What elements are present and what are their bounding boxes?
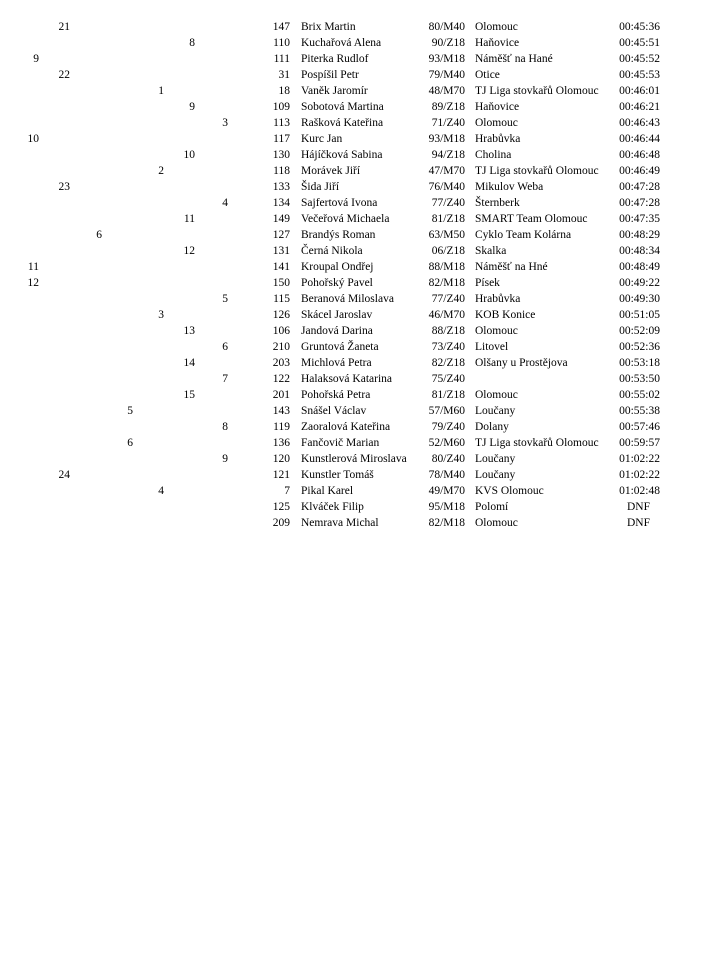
competitor-name: Kunstlerová Miroslava	[301, 453, 407, 465]
competitor-name: Černá Nikola	[301, 245, 363, 257]
finish-time: 00:47:28	[619, 181, 660, 193]
table-row	[0, 419, 720, 435]
finish-time: 00:45:53	[619, 69, 660, 81]
category: 48/M70	[428, 85, 465, 97]
competitor-name: Večeřová Michaela	[301, 213, 390, 225]
category-rank: 8	[189, 37, 195, 49]
competitor-name: Beranová Miloslava	[301, 293, 394, 305]
finish-time: 00:53:18	[619, 357, 660, 369]
finish-time: 00:49:22	[619, 277, 660, 289]
competitor-name: Gruntová Žaneta	[301, 341, 379, 353]
competitor-name: Snášel Václav	[301, 405, 367, 417]
finish-time: 00:45:36	[619, 21, 660, 33]
club: SMART Team Olomouc	[475, 213, 588, 225]
club: Olšany u Prostějova	[475, 357, 568, 369]
club: TJ Liga stovkařů Olomouc	[475, 165, 599, 177]
club: Olomouc	[475, 325, 518, 337]
start-number: 113	[273, 117, 290, 129]
finish-time: 00:52:36	[619, 341, 660, 353]
finish-time: 00:46:48	[619, 149, 660, 161]
category-rank: 15	[183, 389, 195, 401]
start-number: 109	[272, 101, 290, 113]
club: TJ Liga stovkařů Olomouc	[475, 437, 599, 449]
results-table	[0, 19, 720, 531]
finish-time: 01:02:48	[619, 485, 660, 497]
table-row	[0, 355, 720, 371]
category-rank: 21	[58, 21, 70, 33]
finish-time: 00:53:50	[619, 373, 660, 385]
finish-time: 00:46:01	[619, 85, 660, 97]
category: 77/Z40	[431, 197, 465, 209]
category: 82/M18	[428, 517, 465, 529]
competitor-name: Kroupal Ondřej	[301, 261, 374, 273]
category-rank: 10	[27, 133, 39, 145]
club: KVS Olomouc	[475, 485, 544, 497]
category-rank: 11	[183, 213, 195, 225]
category: 93/M18	[428, 133, 465, 145]
finish-time: 00:47:35	[619, 213, 660, 225]
table-row	[0, 403, 720, 419]
start-number: 31	[278, 69, 290, 81]
table-row	[0, 323, 720, 339]
finish-time: 00:55:38	[619, 405, 660, 417]
club: Písek	[475, 277, 500, 289]
category-rank: 5	[127, 405, 133, 417]
start-number: 150	[272, 277, 290, 289]
competitor-name: Zaoralová Kateřina	[301, 421, 391, 433]
category: 73/Z40	[431, 341, 465, 353]
category: 93/M18	[428, 53, 465, 65]
club: Cholina	[475, 149, 512, 161]
competitor-name: Hájíčková Sabina	[301, 149, 383, 161]
club: Náměšť na Hné	[475, 261, 548, 273]
table-row	[0, 227, 720, 243]
category-rank: 9	[189, 101, 195, 113]
category-rank: 14	[183, 357, 195, 369]
table-row	[0, 435, 720, 451]
competitor-name: Fančovič Marian	[301, 437, 380, 449]
table-row	[0, 131, 720, 147]
category: 88/Z18	[431, 325, 465, 337]
finish-time: 00:46:21	[619, 101, 660, 113]
table-row	[0, 83, 720, 99]
start-number: 143	[272, 405, 290, 417]
finish-time: 00:55:02	[619, 389, 660, 401]
table-row	[0, 243, 720, 259]
category: 76/M40	[428, 181, 465, 193]
finish-time: 00:59:57	[619, 437, 660, 449]
category: 75/Z40	[431, 373, 465, 385]
category-rank: 6	[222, 341, 228, 353]
table-row	[0, 51, 720, 67]
competitor-name: Pospíšil Petr	[301, 69, 359, 81]
category-rank: 5	[222, 293, 228, 305]
table-row	[0, 467, 720, 483]
category: 06/Z18	[431, 245, 465, 257]
table-row	[0, 179, 720, 195]
competitor-name: Piterka Rudlof	[301, 53, 369, 65]
competitor-name: Morávek Jiří	[301, 165, 361, 177]
club: Olomouc	[475, 389, 518, 401]
competitor-name: Kurc Jan	[301, 133, 343, 145]
table-row	[0, 147, 720, 163]
table-row	[0, 339, 720, 355]
category: 81/Z18	[431, 213, 465, 225]
category: 82/M18	[428, 277, 465, 289]
category-rank: 4	[222, 197, 228, 209]
category: 79/M40	[428, 69, 465, 81]
club: Šternberk	[475, 197, 520, 209]
category: 52/M60	[428, 437, 465, 449]
start-number: 203	[272, 357, 290, 369]
start-number: 122	[272, 373, 290, 385]
club: Litovel	[475, 341, 509, 353]
category-rank: 10	[183, 149, 195, 161]
category-rank: 3	[222, 117, 228, 129]
category-rank: 22	[58, 69, 70, 81]
table-row	[0, 195, 720, 211]
table-row	[0, 259, 720, 275]
competitor-name: Rašková Kateřina	[301, 117, 384, 129]
category: 57/M60	[428, 405, 465, 417]
competitor-name: Pohořská Petra	[301, 389, 371, 401]
club: Loučany	[475, 405, 516, 417]
competitor-name: Šida Jiří	[301, 181, 340, 193]
category-rank: 7	[222, 373, 228, 385]
table-row	[0, 499, 720, 515]
finish-time: 01:02:22	[619, 453, 660, 465]
category-rank: 23	[58, 181, 70, 193]
competitor-name: Pohořský Pavel	[301, 277, 373, 289]
club: Loučany	[475, 453, 516, 465]
start-number: 119	[273, 421, 290, 433]
category: 80/Z40	[431, 453, 465, 465]
competitor-name: Sajfertová Ivona	[301, 197, 378, 209]
category: 81/Z18	[431, 389, 465, 401]
category: 49/M70	[428, 485, 465, 497]
category-rank: 9	[33, 53, 39, 65]
category-rank: 6	[127, 437, 133, 449]
competitor-name: Skácel Jaroslav	[301, 309, 373, 321]
start-number: 131	[272, 245, 290, 257]
finish-time: 00:46:43	[619, 117, 660, 129]
table-row	[0, 275, 720, 291]
competitor-name: Kuchařová Alena	[301, 37, 382, 49]
table-row	[0, 19, 720, 35]
club: Mikulov Weba	[475, 181, 544, 193]
finish-time: 00:48:49	[619, 261, 660, 273]
competitor-name: Nemrava Michal	[301, 517, 379, 529]
table-row	[0, 99, 720, 115]
table-row	[0, 211, 720, 227]
club: Olomouc	[475, 21, 518, 33]
category: 94/Z18	[431, 149, 465, 161]
competitor-name: Sobotová Martina	[301, 101, 384, 113]
start-number: 115	[273, 293, 290, 305]
club: Olomouc	[475, 117, 518, 129]
club: Dolany	[475, 421, 509, 433]
finish-time: 01:02:22	[619, 469, 660, 481]
table-row	[0, 515, 720, 531]
start-number: 141	[272, 261, 290, 273]
finish-time: 00:52:09	[619, 325, 660, 337]
category: 88/M18	[428, 261, 465, 273]
start-number: 117	[273, 133, 290, 145]
competitor-name: Michlová Petra	[301, 357, 372, 369]
category: 95/M18	[428, 501, 465, 513]
table-row	[0, 387, 720, 403]
category: 82/Z18	[431, 357, 465, 369]
start-number: 121	[272, 469, 290, 481]
start-number: 201	[272, 389, 290, 401]
start-number: 126	[272, 309, 290, 321]
start-number: 118	[273, 165, 290, 177]
club: Olomouc	[475, 517, 518, 529]
competitor-name: Brix Martin	[301, 21, 356, 33]
category-rank: 3	[158, 309, 164, 321]
category: 46/M70	[428, 309, 465, 321]
table-row	[0, 291, 720, 307]
category: 71/Z40	[431, 117, 465, 129]
table-row	[0, 163, 720, 179]
club: Polomí	[475, 501, 509, 513]
start-number: 110	[273, 37, 290, 49]
club: KOB Konice	[475, 309, 536, 321]
club: Haňovice	[475, 37, 520, 49]
category: 77/Z40	[431, 293, 465, 305]
finish-time: 00:51:05	[619, 309, 660, 321]
club: Hrabůvka	[475, 133, 521, 145]
finish-time: 00:49:30	[619, 293, 660, 305]
club: Loučany	[475, 469, 516, 481]
start-number: 106	[272, 325, 290, 337]
club: Skalka	[475, 245, 507, 257]
category: 63/M50	[428, 229, 465, 241]
start-number: 18	[278, 85, 290, 97]
category-rank: 2	[158, 165, 164, 177]
finish-time: 00:48:29	[619, 229, 660, 241]
finish-time: 00:45:51	[619, 37, 660, 49]
table-row	[0, 35, 720, 51]
start-number: 134	[272, 197, 290, 209]
competitor-name: Vaněk Jaromír	[301, 85, 368, 97]
competitor-name: Jandová Darina	[301, 325, 373, 337]
finish-time: 00:45:52	[619, 53, 660, 65]
category-rank: 9	[222, 453, 228, 465]
club: Hrabůvka	[475, 293, 521, 305]
category-rank: 24	[58, 469, 70, 481]
club: Náměšť na Hané	[475, 53, 553, 65]
category-rank: 1	[158, 85, 164, 97]
start-number: 133	[272, 181, 290, 193]
start-number: 136	[272, 437, 290, 449]
category: 90/Z18	[431, 37, 465, 49]
club: TJ Liga stovkařů Olomouc	[475, 85, 599, 97]
table-row	[0, 483, 720, 499]
category-rank: 11	[27, 261, 39, 273]
table-row	[0, 115, 720, 131]
category-rank: 4	[158, 485, 164, 497]
category-rank: 6	[96, 229, 102, 241]
category: 89/Z18	[431, 101, 465, 113]
finish-time: 00:48:34	[619, 245, 660, 257]
finish-time: 00:46:49	[619, 165, 660, 177]
finish-time: 00:47:28	[619, 197, 660, 209]
start-number: 210	[272, 341, 290, 353]
start-number: 127	[272, 229, 290, 241]
finish-time: 00:46:44	[619, 133, 660, 145]
competitor-name: Pikal Karel	[301, 485, 354, 497]
finish-time: DNF	[626, 517, 650, 529]
category-rank: 8	[222, 421, 228, 433]
category: 78/M40	[428, 469, 465, 481]
start-number: 125	[272, 501, 290, 513]
category: 80/M40	[428, 21, 465, 33]
table-row	[0, 307, 720, 323]
start-number: 111	[273, 53, 290, 65]
club: Cyklo Team Kolárna	[475, 229, 572, 241]
start-number: 120	[272, 453, 290, 465]
competitor-name: Brandýs Roman	[301, 229, 376, 241]
competitor-name: Halaksová Katarina	[301, 373, 393, 385]
finish-time: DNF	[626, 501, 650, 513]
category-rank: 13	[183, 325, 195, 337]
table-row	[0, 67, 720, 83]
table-row	[0, 451, 720, 467]
category-rank: 12	[183, 245, 195, 257]
category: 47/M70	[428, 165, 465, 177]
finish-time: 00:57:46	[619, 421, 660, 433]
category: 79/Z40	[431, 421, 465, 433]
start-number: 149	[272, 213, 290, 225]
start-number: 130	[272, 149, 290, 161]
start-number: 7	[284, 485, 290, 497]
club: Haňovice	[475, 101, 520, 113]
start-number: 147	[272, 21, 290, 33]
start-number: 209	[272, 517, 290, 529]
club: Otice	[475, 69, 500, 81]
competitor-name: Klváček Filip	[301, 501, 364, 513]
category-rank: 12	[27, 277, 39, 289]
table-row	[0, 371, 720, 387]
competitor-name: Kunstler Tomáš	[301, 469, 374, 481]
